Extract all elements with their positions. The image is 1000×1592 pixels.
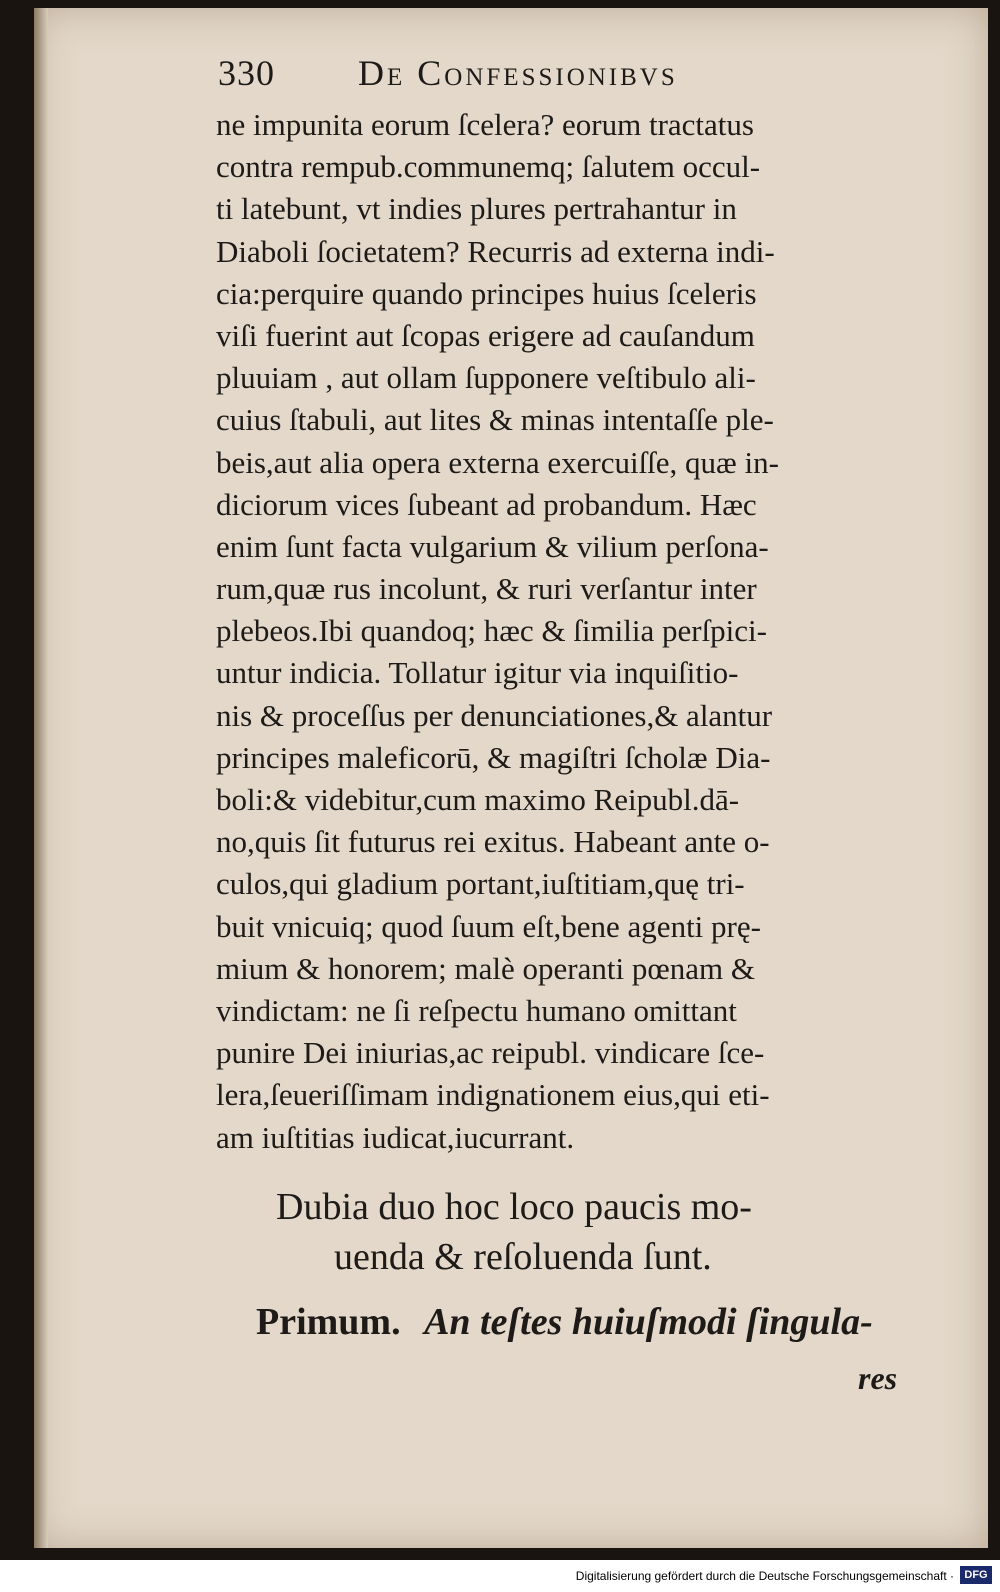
body-line: nis & proceſſus per denunciationes,& alantur (216, 697, 773, 733)
body-line: no,quis ſit futurus rei exitus. Habeant ante o- (216, 824, 770, 860)
page-gutter-edge (34, 8, 48, 1548)
body-line: buit vnicuiq; quod ſuum eſt,bene agenti prę- (216, 908, 761, 944)
catchword: res (858, 1360, 898, 1396)
running-title: De Confessionibvs (358, 53, 678, 93)
body-line: viſi fuerint aut ſcopas erigere ad cauſandum (216, 317, 755, 353)
body-line: ne impunita eorum ſcelera? eorum tractatus (216, 107, 754, 142)
body-line: beis,aut alia opera externa exercuiſſe, quæ in- (216, 444, 779, 480)
body-line: boli:& videbitur,cum maximo Reipubl.dā- (216, 782, 740, 817)
page-header (218, 52, 838, 98)
body-line: am iuſtitias iudicat,iucurrant. (216, 1119, 575, 1155)
body-line: untur indicia. Tollatur igitur via inquiſitio- (216, 655, 739, 691)
body-line: plebeos.Ibi quandoq; hæc & ſimilia perſpici- (216, 613, 767, 649)
body-line: culos,qui gladium portant,iuſtitiam,quę tri- (216, 866, 745, 902)
body-line: pluuiam , aut ollam ſupponere veſtibulo ali- (216, 360, 756, 396)
body-line: vindictam: ne ſi reſpectu humano omittant (216, 992, 737, 1028)
body-line: Diaboli ſocietatem? Recurris ad externa indi- (216, 233, 775, 269)
funding-credit: Digitalisierung gefördert durch die Deutsche Forschungsgemeinschaft · (575, 1569, 954, 1583)
body-line: diciorum vices ſubeant ad probandum. Hæc (216, 486, 757, 522)
body-line: ti latebunt, vt indies plures pertrahantur in (216, 191, 737, 227)
section-heading-line: uenda & reſoluenda ſunt. (334, 1236, 712, 1278)
body-line: contra rempub.communemq; ſalutem occul- (216, 149, 761, 185)
page-number: 330 (218, 53, 275, 93)
body-line: enim ſunt facta vulgarium & vilium perſona- (216, 528, 769, 564)
body-line: cia:perquire quando principes huius ſceleris (216, 275, 757, 311)
question-label: Primum. (256, 1301, 401, 1343)
section-heading-line: Dubia duo hoc loco paucis mo- (276, 1186, 752, 1228)
question-line (256, 1300, 936, 1344)
body-line: punire Dei iniurias,ac reipubl. vindicare ſce- (216, 1035, 765, 1071)
dfg-logo: DFG (960, 1566, 992, 1584)
footer-bar (0, 1560, 1000, 1592)
body-line: principes maleficorū, & magiſtri ſcholæ Dia- (216, 739, 771, 775)
body-text (216, 104, 936, 1159)
section-heading (276, 1182, 876, 1282)
question-text: An teſtes huiuſmodi ſingula- (424, 1301, 873, 1343)
body-line: rum,quæ rus incolunt, & ruri verſantur inter (216, 571, 757, 607)
body-line: lera,ſeueriſſimam indignationem eius,qui eti- (216, 1077, 770, 1113)
body-line: mium & honorem; malè operanti pœnam & (216, 950, 755, 986)
body-line: cuius ſtabuli, aut lites & minas intentaſſe ple- (216, 402, 774, 438)
